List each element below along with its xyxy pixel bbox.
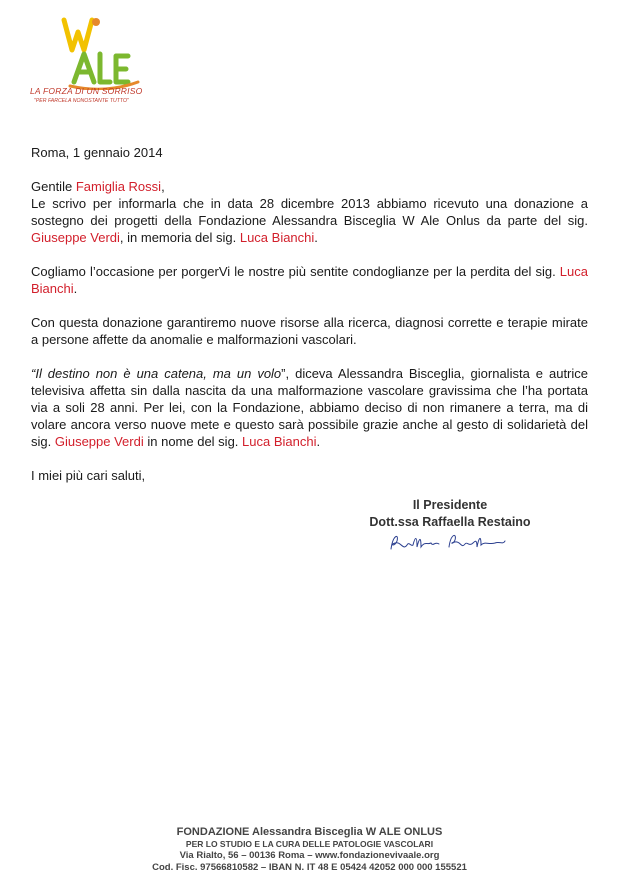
handwritten-signature	[385, 527, 510, 557]
footer-tax-iban: Cod. Fisc. 97566810582 – IBAN N. IT 48 E 05424 42052 000 000 155521	[152, 862, 467, 873]
closing: I miei più cari saluti,	[31, 468, 146, 483]
letter-body	[31, 144, 588, 484]
logo-tagline: LA FORZA DI UN SORRISO	[30, 86, 143, 96]
signer-title: Il Presidente	[412, 498, 488, 512]
signature-block	[360, 497, 540, 531]
greeting: Gentile Famiglia Rossi,	[31, 179, 165, 194]
deceased-name: Luca Bianchi	[242, 434, 317, 449]
logo-tagline-block	[30, 86, 142, 104]
paragraph-quote: “Il destino non è una catena, ma un volo”, diceva Alessandra Bisceglia, giornalista e autrice televisiva affetta sin dalla nascita da una malformazione vascolare gravissima che l’ha portata via a soli 28 anni. Per lei, con la Fondazione, abbiamo deciso di non rimanere a terra, ma di volare ancora verso nuove mete e questo sarà possibile grazie anche al gesto di solidarietà del sig. Giuseppe Verdi in nome del sig. Luca Bianchi.	[31, 366, 589, 449]
logo-subtagline: "PER FARCELA NONOSTANTE TUTTO"	[34, 98, 129, 104]
paragraph-condolences: Cogliamo l’occasione per porgerVi le nostre più sentite condoglianze per la perdita del sig. Luca Bianchi.	[31, 264, 588, 296]
footer-org-name: FONDAZIONE Alessandra Bisceglia W ALE ONLUS	[176, 826, 443, 838]
donor-name: Giuseppe Verdi	[31, 230, 120, 245]
footer-org-mission: PER LO STUDIO E LA CURA DELLE PATOLOGIE VASCOLARI	[185, 839, 434, 849]
paragraph-donation: Le scrivo per informarla che in data 28 dicembre 2013 abbiamo ricevuto una donazione a sostegno dei progetti della Fondazione Alessandra Bisceglia W Ale Onlus da parte del sig. Giuseppe Verdi, in memoria del sig. Luca Bianchi.	[31, 196, 588, 245]
signer-name: Dott.ssa Raffaella Restaino	[369, 515, 531, 529]
quote-text: “Il destino non è una catena, ma un volo	[31, 366, 282, 381]
recipient-name: Famiglia Rossi	[75, 179, 162, 194]
logo-graphic	[30, 10, 160, 90]
paragraph-purpose: Con questa donazione garantiremo nuove risorse alla ricerca, diagnosi corrette e terapie mirate a persone affette da anomalie e malformazioni vascolari.	[31, 315, 588, 347]
footer-address: Via Rialto, 56 – 00136 Roma – www.fondazionevivaale.org	[179, 850, 440, 861]
donor-name: Giuseppe Verdi	[54, 434, 144, 449]
deceased-name: Luca Bianchi	[239, 230, 315, 245]
footer	[0, 826, 619, 874]
letter-date: Roma, 1 gennaio 2014	[31, 145, 163, 160]
deceased-name: Luca Bianchi	[31, 264, 588, 296]
